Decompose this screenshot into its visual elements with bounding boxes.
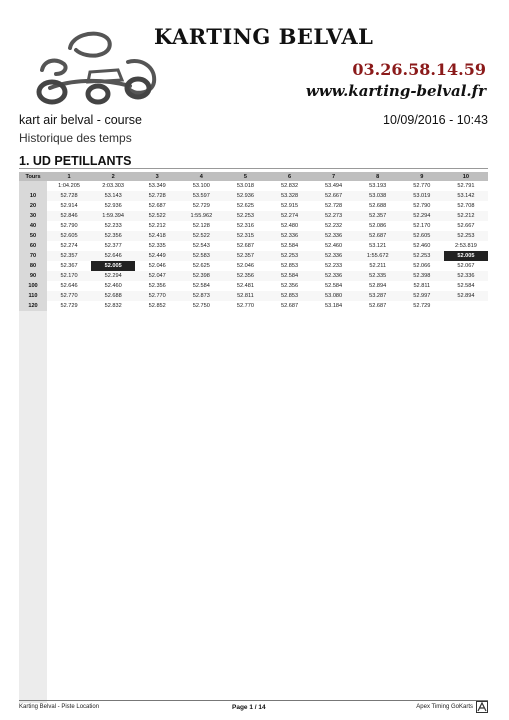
- lap-time-cell: 52.357: [47, 251, 91, 261]
- table-row: [19, 231, 488, 241]
- column-header: 2: [91, 172, 135, 181]
- lap-time-cell: 52.066: [413, 263, 431, 269]
- lap-time-cell: 52.894: [444, 291, 488, 301]
- lap-time-cell: 52.357: [223, 251, 267, 261]
- lap-time-cell: 53.349: [148, 183, 166, 189]
- session-line: [19, 113, 488, 129]
- lap-time-cell: 52.790: [413, 203, 431, 209]
- lap-time-cell: 52.336: [312, 251, 356, 261]
- lap-time-cell: 52.853: [280, 263, 299, 269]
- corner-header: Tours: [19, 172, 47, 181]
- column-header: 10: [444, 172, 488, 181]
- table-row: [19, 191, 488, 201]
- lap-time-cell: 53.019: [400, 191, 444, 201]
- lap-time-cell: 52.688: [91, 291, 135, 301]
- lap-time-cell: 52.584: [325, 283, 343, 289]
- lap-time-cell: 52.480: [280, 223, 299, 229]
- row-header: 30: [19, 211, 47, 221]
- column-header: 7: [312, 172, 356, 181]
- session-name: kart air belval - course: [19, 113, 142, 127]
- lap-time-cell: 53.328: [267, 191, 311, 201]
- row-header: 10: [19, 191, 47, 201]
- table-row: [19, 261, 488, 271]
- lap-time-cell: 52.832: [280, 183, 299, 189]
- footer-divider: [19, 700, 488, 701]
- lap-time-cell: 52.605: [400, 231, 444, 241]
- lap-time-cell: 52.046: [236, 263, 254, 269]
- lap-time-cell: 52.728: [135, 191, 179, 201]
- lap-time-cell: 52.418: [135, 231, 179, 241]
- lap-time-cell: 52.667: [457, 223, 475, 229]
- lap-time-cell: 52.770: [236, 303, 254, 309]
- lap-time-cell: 52.336: [444, 271, 488, 281]
- lap-time-cell: 52.522: [135, 211, 179, 221]
- lap-time-cell: 52.729: [192, 203, 210, 209]
- lap-time-cell: 52.770: [413, 183, 431, 189]
- lap-time-cell: 52.646: [91, 251, 135, 261]
- lap-time-cell: 52.398: [179, 271, 223, 281]
- lap-time-cell: 52.584: [280, 243, 299, 249]
- lap-time-cell: 52.253: [223, 211, 267, 221]
- lap-time-cell: 52.212: [444, 211, 488, 221]
- lap-time-cell: 52.481: [236, 283, 254, 289]
- lap-time-cell: 52.356: [148, 283, 166, 289]
- lap-time-cell: 52.997: [400, 291, 444, 301]
- driver-title: 1. UD PETILLANTS: [19, 154, 132, 168]
- table-header-row: [19, 172, 488, 181]
- lap-time-cell: 53.184: [325, 303, 343, 309]
- column-header: 8: [356, 172, 400, 181]
- driver-divider: [19, 168, 488, 169]
- lap-time-cell: 52.170: [47, 271, 91, 281]
- lap-time-cell: 52.846: [47, 211, 91, 221]
- lap-time-cell: 52.790: [60, 223, 78, 229]
- lap-time-cell: 52.522: [179, 231, 223, 241]
- brand-phone: 03.26.58.14.59: [352, 60, 486, 79]
- lap-time-cell: 52.688: [369, 203, 387, 209]
- table-row: [19, 181, 488, 191]
- lap-time-cell: 52.253: [400, 251, 444, 261]
- lap-time-cell: 52.811: [413, 283, 431, 289]
- table-row: [19, 211, 488, 221]
- karting-logo: [30, 18, 170, 108]
- lap-time-cell: 52.853: [267, 291, 311, 301]
- row-header: [19, 181, 47, 191]
- lap-time-cell: 1:04.205: [58, 183, 80, 189]
- lap-time-cell: 52.750: [192, 303, 210, 309]
- lap-time-cell: 52.625: [192, 263, 210, 269]
- table-row: [19, 291, 488, 301]
- lap-time-cell: 52.728: [47, 191, 91, 201]
- column-header: 6: [267, 172, 311, 181]
- best-lap-cell: 52.005: [91, 261, 135, 271]
- lap-time-cell: 52.811: [223, 291, 267, 301]
- column-header: 3: [135, 172, 179, 181]
- footer-right-text: Apex Timing GoKarts: [416, 704, 473, 710]
- lap-time-cell: 52.274: [267, 211, 311, 221]
- lap-time-cell: 53.142: [444, 191, 488, 201]
- lap-time-cell: 52.584: [457, 283, 475, 289]
- lap-time-cell: 52.253: [267, 251, 311, 261]
- lap-time-cell: 52.232: [325, 223, 343, 229]
- apex-timing-logo-icon: [476, 701, 488, 713]
- lap-time-cell: 52.315: [223, 231, 267, 241]
- lap-time-cell: 52.460: [413, 243, 431, 249]
- lap-time-cell: 52.583: [179, 251, 223, 261]
- lap-time-cell: 52.708: [457, 203, 475, 209]
- table-row: [19, 301, 488, 311]
- lap-time-cell: 52.335: [356, 271, 400, 281]
- lap-time-cell: 52.687: [236, 243, 254, 249]
- row-header: 40: [19, 221, 47, 231]
- row-header: 20: [19, 201, 47, 211]
- lap-time-cell: 52.336: [267, 231, 311, 241]
- lap-time-cell: 52.367: [60, 263, 78, 269]
- lap-time-cell: 53.100: [192, 183, 210, 189]
- lap-time-cell: 52.460: [104, 283, 122, 289]
- lap-time-cell: 53.193: [369, 183, 387, 189]
- lap-time-cell: 52.728: [325, 203, 343, 209]
- lap-time-cell: 53.597: [179, 191, 223, 201]
- lap-time-cell: 52.233: [104, 223, 122, 229]
- lap-time-cell: 53.287: [356, 291, 400, 301]
- lap-time-cell: 52.832: [104, 303, 122, 309]
- lap-time-cell: 1:59.394: [91, 211, 135, 221]
- row-header: 70: [19, 251, 47, 261]
- lap-time-cell: [444, 301, 488, 311]
- lap-time-cell: 52.894: [369, 283, 387, 289]
- lap-time-cell: 52.316: [236, 223, 254, 229]
- table-body: [19, 181, 488, 311]
- lap-time-cell: 53.018: [236, 183, 254, 189]
- lap-time-cell: 52.356: [280, 283, 299, 289]
- table-row: [19, 201, 488, 211]
- lap-time-cell: 52.212: [148, 223, 166, 229]
- lap-time-cell: 52.770: [47, 291, 91, 301]
- lap-time-cell: 52.356: [223, 271, 267, 281]
- lap-time-cell: 52.729: [413, 303, 431, 309]
- lap-time-cell: 52.915: [280, 203, 299, 209]
- lap-time-cell: 52.253: [444, 231, 488, 241]
- lap-time-cell: 52.667: [312, 191, 356, 201]
- page-heading: Historique des temps: [19, 131, 132, 145]
- lap-time-cell: 52.046: [148, 263, 166, 269]
- lap-time-cell: 52.729: [60, 303, 78, 309]
- lap-time-cell: 52.335: [148, 243, 166, 249]
- lap-time-cell: 52.460: [325, 243, 343, 249]
- lap-time-cell: 52.274: [60, 243, 78, 249]
- lap-time-cell: 1:55.962: [179, 211, 223, 221]
- row-header: 120: [19, 301, 47, 311]
- table-row: [19, 251, 488, 261]
- lap-time-cell: 53.121: [369, 243, 387, 249]
- row-header: 50: [19, 231, 47, 241]
- lap-time-cell: 52.377: [104, 243, 122, 249]
- lap-time-cell: 52.605: [47, 231, 91, 241]
- session-datetime: 10/09/2016 - 10:43: [383, 113, 488, 127]
- table-row: [19, 221, 488, 231]
- lap-time-cell: 52.356: [91, 231, 135, 241]
- lap-time-cell: 52.449: [135, 251, 179, 261]
- lap-time-cell: 53.494: [325, 183, 343, 189]
- lap-time-cell: 52.336: [312, 271, 356, 281]
- lap-time-cell: 52.336: [312, 231, 356, 241]
- row-header: 100: [19, 281, 47, 291]
- lap-time-cell: 52.852: [148, 303, 166, 309]
- column-header: 1: [47, 172, 91, 181]
- lap-time-cell: 52.086: [369, 223, 387, 229]
- lap-time-cell: 53.080: [312, 291, 356, 301]
- lap-time-cell: 52.294: [91, 271, 135, 281]
- lap-time-cell: 52.584: [192, 283, 210, 289]
- row-header: 60: [19, 241, 47, 251]
- page-number: Page 1 / 14: [232, 704, 266, 711]
- lap-time-cell: 52.128: [192, 223, 210, 229]
- table-row: [19, 271, 488, 281]
- row-header: 80: [19, 261, 47, 271]
- lap-time-cell: 52.687: [369, 303, 387, 309]
- table-row: [19, 281, 488, 291]
- table-row: [19, 241, 488, 251]
- lap-time-cell: 52.914: [60, 203, 78, 209]
- lap-time-cell: 52.047: [135, 271, 179, 281]
- lap-time-cell: 52.687: [148, 203, 166, 209]
- best-lap-cell: 52.005: [444, 251, 488, 261]
- lap-time-cell: 52.791: [457, 183, 475, 189]
- lap-time-cell: 52.873: [179, 291, 223, 301]
- lap-time-cell: 52.233: [325, 263, 343, 269]
- lap-time-cell: 52.398: [400, 271, 444, 281]
- lap-time-cell: 52.211: [369, 263, 387, 269]
- lap-time-cell: 53.038: [356, 191, 400, 201]
- lap-time-cell: 2:03.303: [102, 183, 125, 189]
- lap-time-cell: 52.687: [280, 303, 299, 309]
- row-header: 90: [19, 271, 47, 281]
- lap-time-cell: 52.067: [457, 263, 475, 269]
- row-header: 110: [19, 291, 47, 301]
- lap-time-cell: 52.273: [312, 211, 356, 221]
- lap-time-cell: 52.170: [413, 223, 431, 229]
- lap-time-cell: 1:55.672: [356, 251, 400, 261]
- lap-time-cell: 52.936: [104, 203, 122, 209]
- column-header: 9: [400, 172, 444, 181]
- lap-time-cell: 52.357: [356, 211, 400, 221]
- lap-time-cell: 52.625: [236, 203, 254, 209]
- brand-title: KARTING BELVAL: [154, 24, 374, 49]
- lap-times-table: [19, 172, 488, 311]
- footer-left-text: Karting Belval - Piste Location: [19, 704, 100, 710]
- brand-website: www.karting-belval.fr: [305, 82, 486, 100]
- lap-time-cell: 52.584: [267, 271, 311, 281]
- column-header: 5: [223, 172, 267, 181]
- lap-time-cell: 53.143: [91, 191, 135, 201]
- lap-time-cell: 52.687: [356, 231, 400, 241]
- lap-time-cell: 52.936: [223, 191, 267, 201]
- lap-time-cell: 52.543: [192, 243, 210, 249]
- lap-time-cell: 2:53.819: [455, 243, 477, 249]
- lap-time-cell: 52.294: [400, 211, 444, 221]
- column-header: 4: [179, 172, 223, 181]
- lap-time-cell: 52.646: [60, 283, 78, 289]
- lap-time-cell: 52.770: [135, 291, 179, 301]
